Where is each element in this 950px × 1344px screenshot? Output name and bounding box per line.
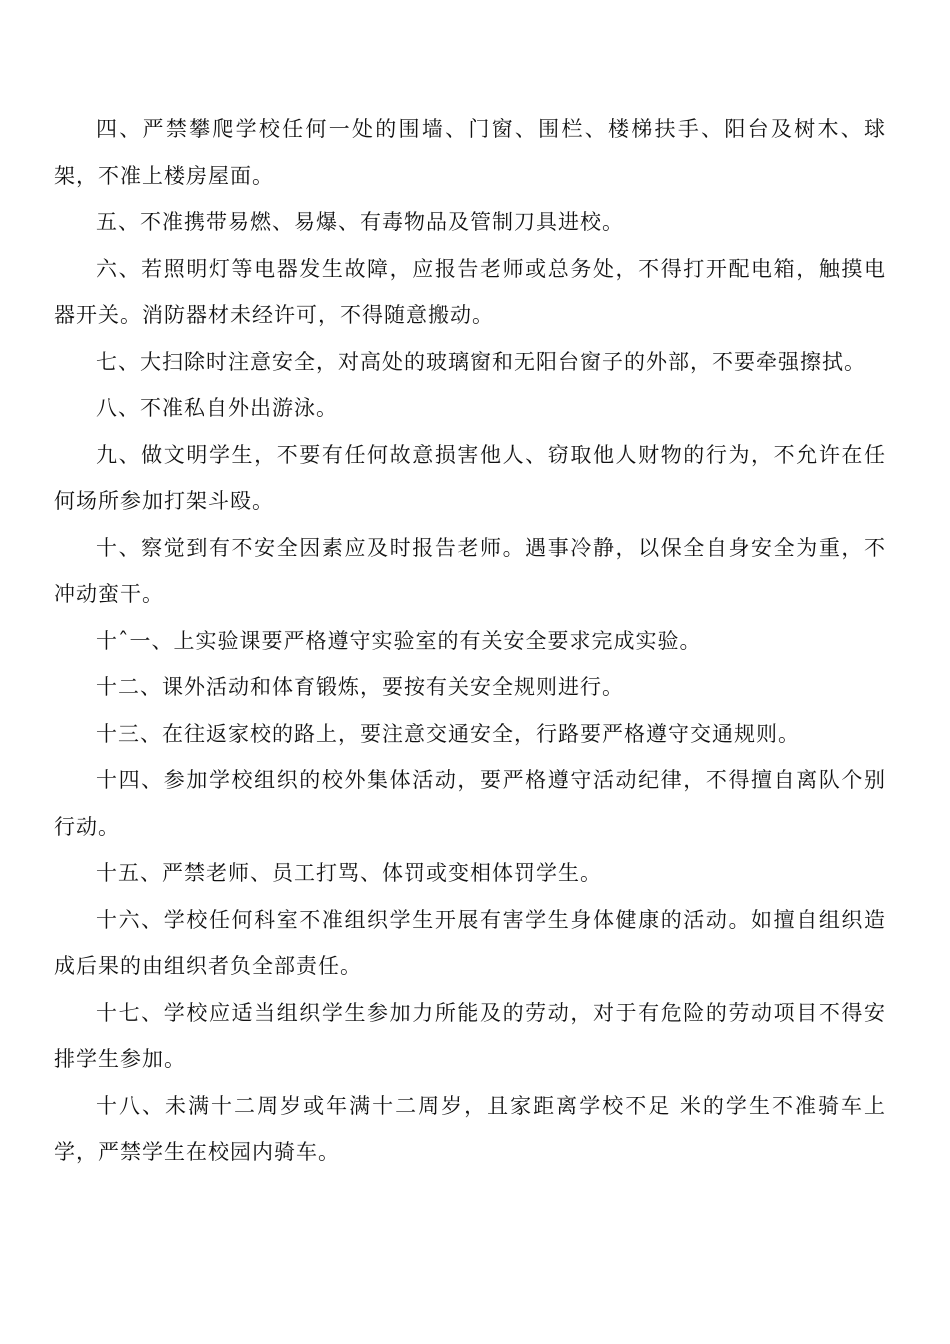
paragraph-rule-6: 六、若照明灯等电器发生故障，应报告老师或总务处，不得打开配电箱，触摸电器开关。消防器材未经许可，不得随意搬动。 [54, 256, 886, 327]
paragraph-rule-4: 四、严禁攀爬学校任何一处的围墙、门窗、围栏、楼梯扶手、阳台及树木、球架，不准上楼房屋面。 [54, 117, 886, 188]
paragraph-rule-12: 十二、课外活动和体育锻炼，要按有关安全规则进行。 [96, 675, 624, 699]
paragraph-rule-5: 五、不准携带易燃、易爆、有毒物品及管制刀具进校。 [96, 210, 624, 234]
paragraph-rule-18: 十八、未满十二周岁或年满十二周岁，且家距离学校不足 米的学生不准骑车上学，严禁学生在校园内骑车。 [54, 1093, 886, 1164]
paragraph-rule-11: 十ˆ一、上实验课要严格遵守实验室的有关安全要求完成实验。 [96, 628, 702, 653]
paragraph-rule-8: 八、不准私自外出游泳。 [96, 396, 338, 420]
paragraph-rule-16: 十六、学校任何科室不准组织学生开展有害学生身体健康的活动。如擅自组织造成后果的由组织者负全部责任。 [54, 907, 886, 978]
paragraph-rule-10: 十、察觉到有不安全因素应及时报告老师。遇事冷静，以保全自身安全为重，不冲动蛮干。 [54, 535, 886, 606]
paragraph-rule-15: 十五、严禁老师、员工打骂、体罚或变相体罚学生。 [96, 861, 602, 885]
paragraph-rule-7: 七、大扫除时注意安全，对高处的玻璃窗和无阳台窗子的外部，不要牵强擦拭。 [96, 349, 866, 374]
paragraph-rule-9: 九、做文明学生，不要有任何故意损害他人、窃取他人财物的行为，不允许在任何场所参加打架斗殴。 [54, 442, 886, 513]
paragraph-rule-13: 十三、在往返家校的路上，要注意交通安全，行路要严格遵守交通规则。 [96, 721, 800, 746]
paragraph-rule-17: 十七、学校应适当组织学生参加力所能及的劳动，对于有危险的劳动项目不得安排学生参加。 [54, 1000, 886, 1071]
paragraph-rule-14: 十四、参加学校组织的校外集体活动，要严格遵守活动纪律，不得擅自离队个别行动。 [54, 768, 886, 839]
document-body [54, 106, 886, 1176]
